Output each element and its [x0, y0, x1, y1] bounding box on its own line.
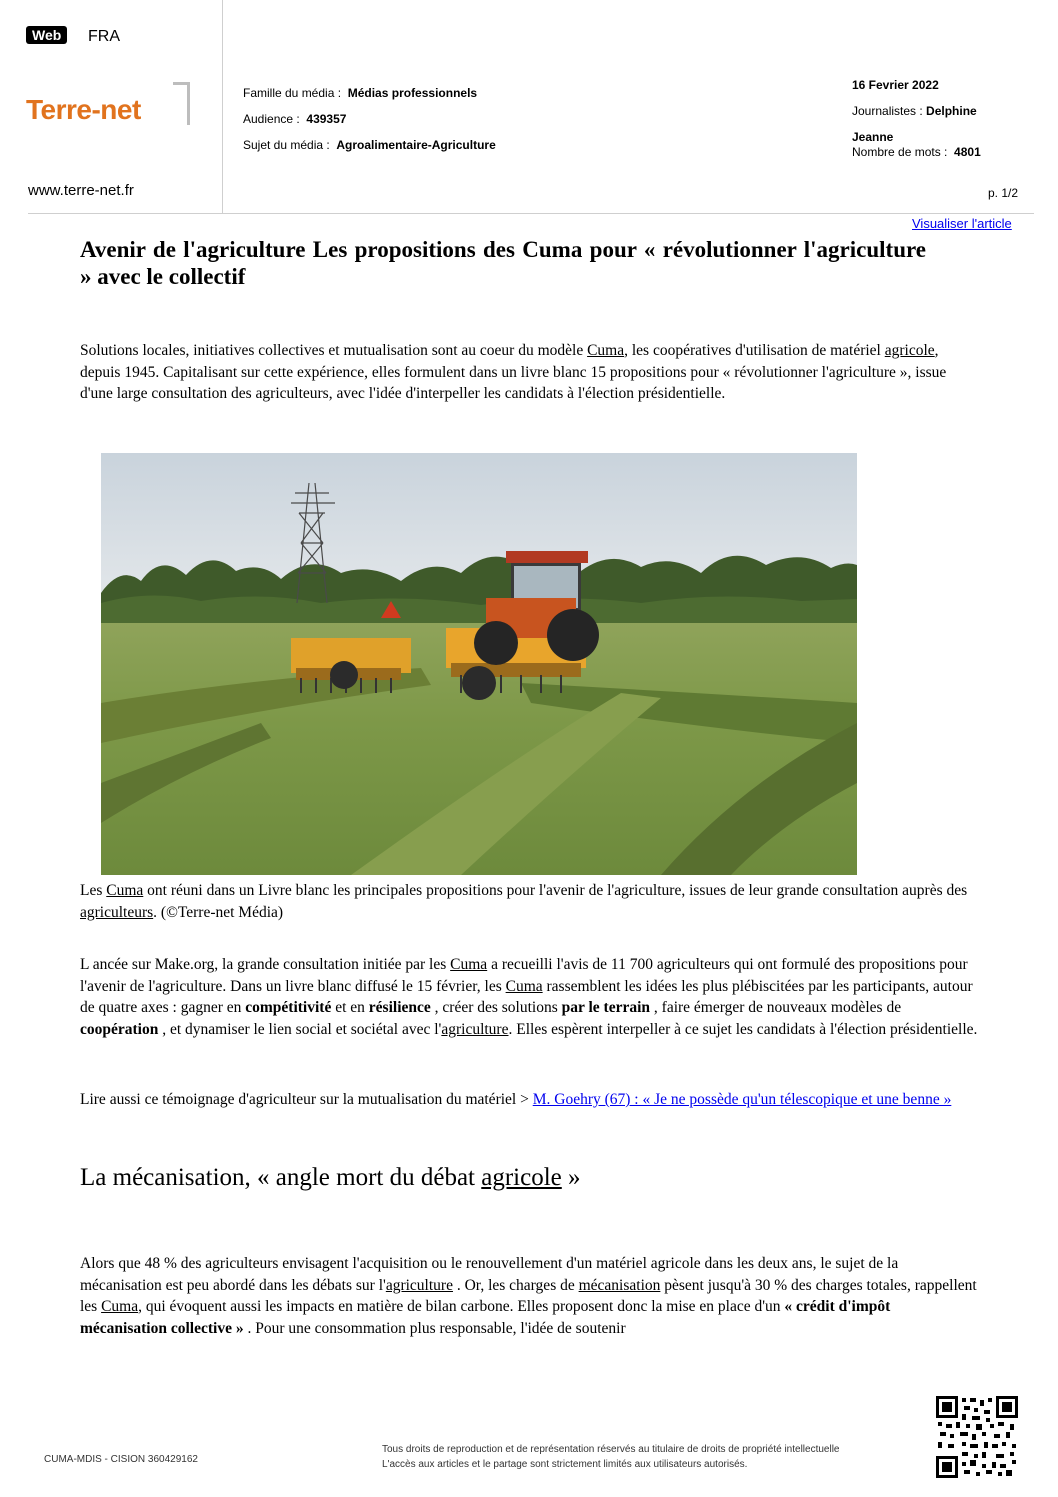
journalists-value-cont: Jeanne	[852, 130, 894, 144]
journalists-value: Delphine	[926, 104, 977, 118]
article-paragraph-mechanisation: Alors que 48 % des agriculteurs envisagent l'acquisition ou le renouvellement d'un matériel agricole dans les deux ans, le sujet de la mécanisation est peu abordé dans les débats sur l'agriculture . Or, les charges de mécanisation pèsent jusqu'à 30 % des charges totales, rappellent les Cuma, qui évoquent aussi les impacts en matière de bilan carbone. Elles proposent donc la mise en place d'un « crédit d'impôt mécanisation collective » . Pour une consommation plus responsable, l'idée de soutenir	[80, 1255, 977, 1337]
word-count-label: Nombre de mots :	[852, 145, 948, 159]
terre-net-logo	[26, 82, 196, 138]
word-count-value: 4801	[954, 145, 981, 159]
media-type-badge: Web	[26, 26, 67, 44]
article-photo	[101, 453, 857, 875]
cuma-link[interactable]: Cuma	[587, 342, 625, 359]
meta-value: Agroalimentaire-Agriculture	[336, 138, 496, 152]
header-divider-horizontal	[28, 213, 1034, 214]
tractor-field-image	[101, 453, 857, 875]
article-paragraph-intro: Solutions locales, initiatives collectives et mutualisation sont au coeur du modèle Cuma, les coopératives d'utilisation de matériel agricole, depuis 1945. Capitalisant sur cette expérience, elles formulent dans un livre blanc 15 propositions pour « révolutionner l'agriculture », issue d'une large consultation des agriculteurs, avec l'idée d'interpeller les candidats à l'élection présidentielle.	[80, 342, 947, 402]
logo-text: Terre-net	[26, 94, 141, 125]
agriculture-link[interactable]: agriculture	[441, 1020, 509, 1038]
header-divider-vertical	[222, 0, 223, 214]
meta-label: Sujet du média :	[243, 138, 330, 152]
page-number: p. 1/2	[988, 186, 1019, 200]
article-paragraph-consultation: L ancée sur Make.org, la grande consultation initiée par les Cuma a recueilli l'avis de 11 700 agriculteurs qui ont formulé des propositions pour l'avenir de l'agriculture. Dans un livre blanc diffusé le 15 février, les Cuma rassemblent les idées les plus plébiscitées par les participants, autour de quatre axes : gagner en compétitivité et en résilience , créer des solutions par le terrain , faire émerger de nouveaux modèles de coopération , et dynamiser le lien social et sociétal avec l'agriculture. Elles espèrent interpeller à ce sujet les candidats à l'élection présidentielle.	[80, 956, 978, 1038]
section-heading: La mécanisation, « angle mort du débat agricole »	[80, 1164, 581, 1191]
agriculture-link[interactable]: agriculture	[385, 1276, 453, 1294]
cuma-link[interactable]: Cuma	[106, 882, 144, 899]
related-article-link[interactable]: M. Goehry (67) : « Je ne possède qu'un télescopique et une benne »	[532, 1091, 952, 1108]
journalists-label: Journalistes :	[852, 104, 923, 118]
site-url: www.terre-net.fr	[28, 182, 134, 199]
publication-date: 16 Fevrier 2022	[852, 78, 939, 92]
meta-value: Médias professionnels	[347, 86, 478, 100]
photo-caption: Les Cuma ont réuni dans un Livre blanc les principales propositions pour l'avenir de l'agriculture, issues de leur grande consultation auprès des agriculteurs. (©Terre-net Média)	[80, 882, 968, 921]
article-metadata	[852, 72, 981, 160]
qr-code-icon	[936, 1396, 1018, 1478]
meta-row-family	[243, 80, 496, 106]
agriculteurs-link[interactable]: agriculteurs	[80, 903, 154, 921]
cuma-link[interactable]: Cuma	[450, 956, 488, 973]
language-code: FRA	[88, 28, 120, 45]
meta-row-audience	[243, 106, 496, 132]
cuma-link[interactable]: Cuma	[505, 977, 543, 995]
agricole-link[interactable]: agricole	[481, 1164, 562, 1191]
article-title: Avenir de l'agriculture Les propositions des Cuma pour « révolutionner l'agriculture » avec le collectif	[80, 237, 926, 289]
meta-row-subject	[243, 132, 496, 158]
mecanisation-link[interactable]: mécanisation	[578, 1276, 661, 1294]
view-article-link[interactable]: Visualiser l'article	[912, 216, 1012, 231]
meta-label: Audience :	[243, 112, 300, 126]
logo-bracket-icon	[173, 82, 190, 125]
cuma-link[interactable]: Cuma	[101, 1298, 139, 1315]
footer-rights-notice: Tous droits de reproduction et de représentation réservés au titulaire de droits de propriété intellectuelle L'accès aux articles et le partage sont strictement limités aux utilisateurs autorisés.	[382, 1444, 840, 1470]
article-paragraph-read-also: Lire aussi ce témoignage d'agriculteur sur la mutualisation du matériel > M. Goehry (67) : « Je ne possède qu'un télescopique et une benne »	[80, 1091, 952, 1108]
media-metadata	[243, 80, 496, 158]
agricole-link[interactable]: agricole	[884, 342, 935, 359]
meta-label: Famille du média :	[243, 86, 342, 100]
meta-value: 439357	[306, 112, 347, 126]
footer-document-id: CUMA-MDIS - CISION 360429162	[44, 1454, 198, 1465]
